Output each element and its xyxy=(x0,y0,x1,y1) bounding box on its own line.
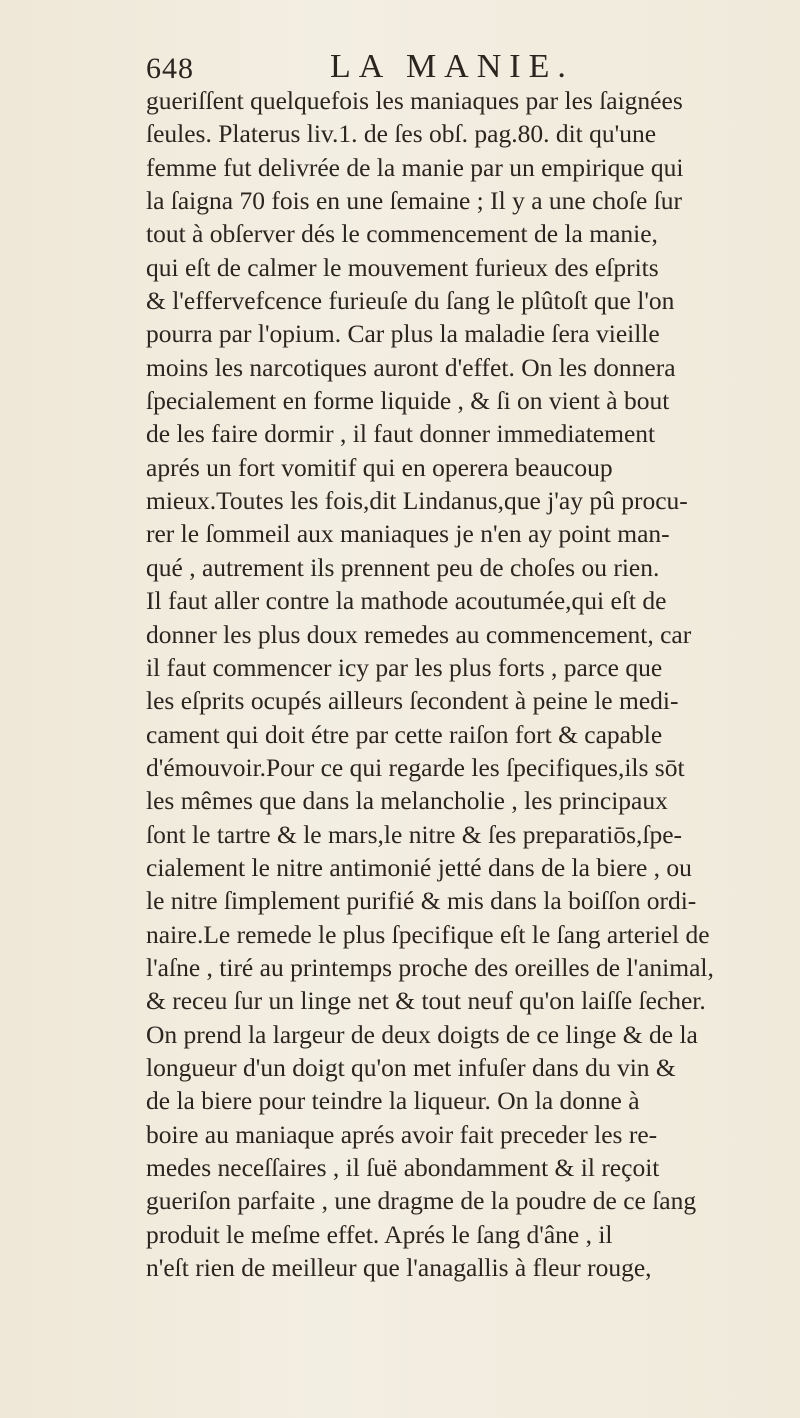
text-line: boire au maniaque aprés avoir fait preceder les re- xyxy=(146,1119,658,1149)
text-line: mieux.Toutes les fois,dit Lindanus,que j'ay pû procu- xyxy=(146,486,688,516)
body-text xyxy=(146,84,786,1284)
text-line: produit le meſme effet. Aprés le ſang d'âne , il xyxy=(146,1219,613,1249)
text-line: n'eſt rien de meilleur que l'anagallis à fleur rouge, xyxy=(146,1253,652,1283)
text-line: femme fut delivrée de la manie par un empirique qui xyxy=(146,152,684,182)
text-line: qui eſt de calmer le mouvement furieux des eſprits xyxy=(146,252,659,282)
text-line: ſeules. Platerus liv.1. de ſes obſ. pag.80. dit qu'une xyxy=(146,119,657,149)
text-line: naire.Le remede le plus ſpecifique eſt le ſang arteriel de xyxy=(146,919,710,949)
text-line: pourra par l'opium. Car plus la maladie ſera vieille xyxy=(146,319,660,349)
text-line: il faut commencer icy par les plus forts , parce que xyxy=(146,652,663,682)
text-line: aprés un fort vomitif qui en operera beaucoup xyxy=(146,452,613,482)
text-line: medes neceſſaires , il ſuë abondamment & il reçoit xyxy=(146,1153,660,1182)
text-line: les mêmes que dans la melancholie , les principaux xyxy=(146,786,668,816)
text-line: ſpecialement en forme liquide , & ſi on vient à bout xyxy=(146,386,670,416)
text-line: donner les plus doux remedes au commencement, car xyxy=(146,619,692,649)
text-line: On prend la largeur de deux doigts de ce linge & de la xyxy=(146,1019,698,1049)
text-line: d'émouvoir.Pour ce qui regarde les ſpecifiques,ils sōt xyxy=(146,752,685,782)
text-line: Il faut aller contre la mathode acoutumée,qui eſt de xyxy=(146,586,667,616)
text-line: cialement le nitre antimonié jetté dans de la biere , ou xyxy=(146,852,692,882)
text-line: & l'effervefcence furieuſe du ſang le plûtoſt que l'on xyxy=(146,286,675,316)
text-line: moins les narcotiques auront d'effet. On les donnera xyxy=(146,352,676,382)
text-line: ſont le tartre & le mars,le nitre & ſes preparatiōs,ſpe- xyxy=(146,819,683,849)
text-line: tout à obſerver dés le commencement de la manie, xyxy=(146,219,658,249)
running-title: LA MANIE. xyxy=(330,48,574,85)
text-line: le nitre ſimplement purifié & mis dans la boiſſon ordi- xyxy=(146,886,697,916)
text-line: gueriſon parfaite , une dragme de la poudre de ce ſang xyxy=(146,1186,697,1216)
text-line: cament qui doit étre par cette raiſon fort & capable xyxy=(146,719,663,749)
text-line: de la biere pour teindre la liqueur. On la donne à xyxy=(146,1086,640,1116)
text-line: l'aſne , tiré au printemps proche des oreilles de l'animal, xyxy=(146,952,714,982)
page-number: 648 xyxy=(146,52,194,85)
text-line: gueriſſent quelquefois les maniaques par les ſaignées xyxy=(146,86,683,115)
text-line: la ſaigna 70 fois en une ſemaine ; Il y a une choſe ſur xyxy=(146,186,683,216)
text-line: les eſprits ocupés ailleurs ſecondent à peine le medi- xyxy=(146,686,679,716)
text-line: longueur d'un doigt qu'on met infuſer dans du vin & xyxy=(146,1052,676,1082)
text-line: de les faire dormir , il faut donner immediatement xyxy=(146,419,656,449)
text-line: rer le ſommeil aux maniaques je n'en ay point man- xyxy=(146,519,670,549)
text-line: qué , autrement ils prennent peu de choſes ou rien. xyxy=(146,552,660,582)
text-line: & receu ſur un linge net & tout neuf qu'on laiſſe ſecher. xyxy=(146,986,706,1016)
